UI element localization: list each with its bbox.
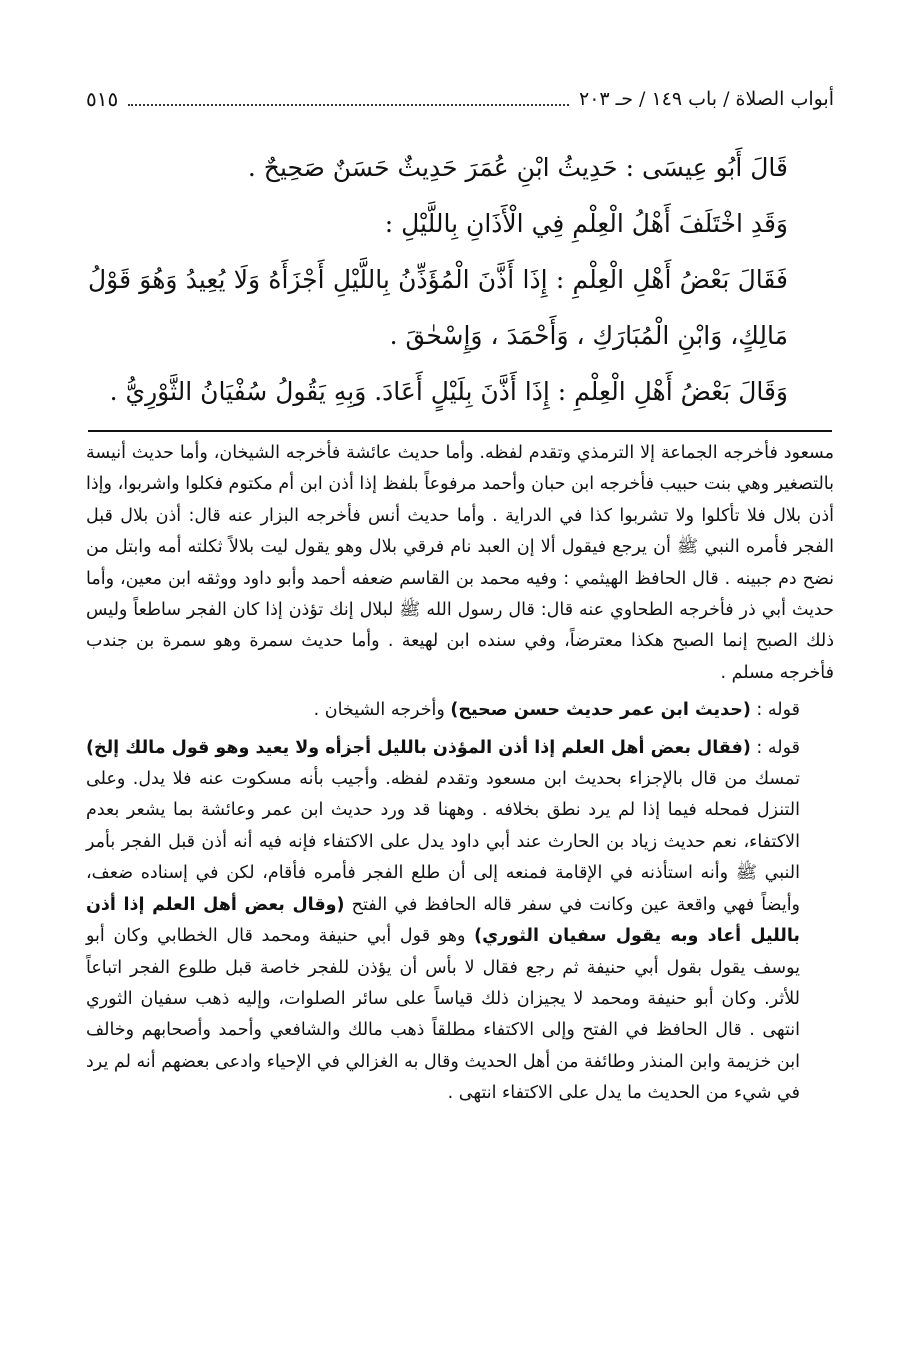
- main-paragraph: وَقَدِ اخْتَلَفَ أَهْلُ الْعِلْمِ فِي الْأَذَانِ بِاللَّيْلِ :: [384, 209, 788, 238]
- quote-prefix: قوله :: [750, 737, 800, 758]
- quoted-phrase: (فقال بعض أهل العلم إذا أذن المؤذن بالليل أجزأه ولا يعيد وهو قول مالك إلخ): [86, 737, 751, 758]
- commentary-paragraph: مسعود فأخرجه الجماعة إلا الترمذي وتقدم لفظه. وأما حديث عائشة فأخرجه الشيخان، وأما حديث أنيسة بالتصغير وهي بنت حبيب فأخرجه ابن حبان وأحمد مرفوعاً بلفظ إذا أذن ابن أم مكتوم فكلوا واشربوا، وإذا أذن بلال فلا تأكلوا ولا تشربوا كذا في الدراية . وأما حديث أنس فأخرجه البزار عنه قال: أذن بلال قبل الفجر فأمره النبي ﷺ أن يرجع فيقول ألا إن العبد نام فرقي بلال وهو يقول ليت بلالاً ثكلته أمه وابتل من نضح دم جبينه . قال الحافظ الهيثمي : وفيه محمد بن القاسم ضعفه أحمد وأبو داود ووثقه ابن معين، وأما حديث أبي ذر فأخرجه الطحاوي عنه قال: قال رسول الله ﷺ لبلال إنك تؤذن إذا كان الفجر ساطعاً وليس ذلك الصبح إنما الصبح هكذا معترضاً، وفي سنده ابن لهيعة . وأما حديث سمرة وهو سمرة بن جندب فأخرجه مسلم .: [86, 443, 834, 683]
- commentary-paragraph: [86, 695, 834, 726]
- commentary-text-run: وهو قول أبي حنيفة ومحمد قال الخطابي وكان أبو يوسف يقول بقول أبي حنيفة ثم رجع فقال لا بأس أن يؤذن للفجر خاصة قبل طلوع الفجر اتباعاً للأثر. وكان أبو حنيفة ومحمد لا يجيزان ذلك قياساً على سائر الصلوات، وإليه ذهب سفيان الثوري انتهى . قال الحافظ في الفتح وإلى الاكتفاء مطلقاً ذهب مالك والشافعي وأحمد وأصحابهم وخالف ابن خزيمة وابن المنذر وطائفة من أهل الحديث وقال به الغزالي في الإحياء وادعى بعضهم أنه لم يرد في شيء من الحديث ما يدل على الاكتفاء انتهى .: [86, 926, 800, 1104]
- main-paragraph: قَالَ أَبُو عِيسَى : حَدِيثُ ابْنِ عُمَرَ حَدِيثٌ حَسَنٌ صَحِيحٌ .: [247, 153, 788, 182]
- quoted-phrase: (حديث ابن عمر حديث حسن صحيح): [450, 700, 751, 721]
- chapter-title: أبواب الصلاة / باب ١٤٩ / حـ ٢٠٣: [578, 88, 834, 110]
- commentary-text-run: وأخرجه الشيخان .: [313, 700, 451, 721]
- quoted-phrase: (وقال بعض أهل العلم إذا أذن بالليل أعاد وبه يقول سفيان الثوري): [86, 894, 800, 947]
- commentary-paragraph: [86, 733, 834, 1110]
- page-number: ٥١٥: [86, 87, 119, 111]
- running-header: [86, 82, 834, 116]
- hadith-text: [88, 140, 832, 420]
- commentary-text-run: تمسك من قال بالإجزاء بحديث ابن مسعود وتقدم لفظه. وأجيب بأنه مسكوت عنه فلا يدل. وعلى التنزل فمحله فيما إذا لم يرد نطق بخلافه . وههنا قد ورد حديث ابن عمر وعائشة بما يشعر بعدم الاكتفاء، نعم حديث زياد بن الحارث عند أبي داود يدل على الاكتفاء فإنه فيه أنه أذن قبل الفجر بأمر النبي ﷺ وأنه استأذنه في الإقامة فمنعه إلى أن طلع الفجر فأمره فأقام، لكن في إسناده ضعف، وأيضاً فهي واقعة عين وكانت في سفر قاله الحافظ في الفتح: [86, 769, 801, 915]
- quote-prefix: قوله :: [750, 700, 800, 721]
- leader-dots: [128, 104, 569, 106]
- main-paragraph: وَقَالَ بَعْضُ أَهْلِ الْعِلْمِ : إِذَا أَذَّنَ بِلَيْلٍ أَعَادَ. وَبِهِ يَقُولُ سُفْيَانُ الثَّوْرِيُّ .: [109, 377, 788, 406]
- main-paragraph: فَقَالَ بَعْضُ أَهْلِ الْعِلْمِ : إِذَا أَذَّنَ الْمُؤَذِّنُ بِاللَّيْلِ أَجْزَأَهُ وَلَا يُعِيدُ وَهُوَ قَوْلُ مَالِكٍ، وَابْنِ الْمُبَارَكِ ، وَأَحْمَدَ ، وَإِسْحٰقَ .: [88, 265, 788, 350]
- commentary-text: [86, 438, 834, 1110]
- separator-rule: [88, 430, 832, 432]
